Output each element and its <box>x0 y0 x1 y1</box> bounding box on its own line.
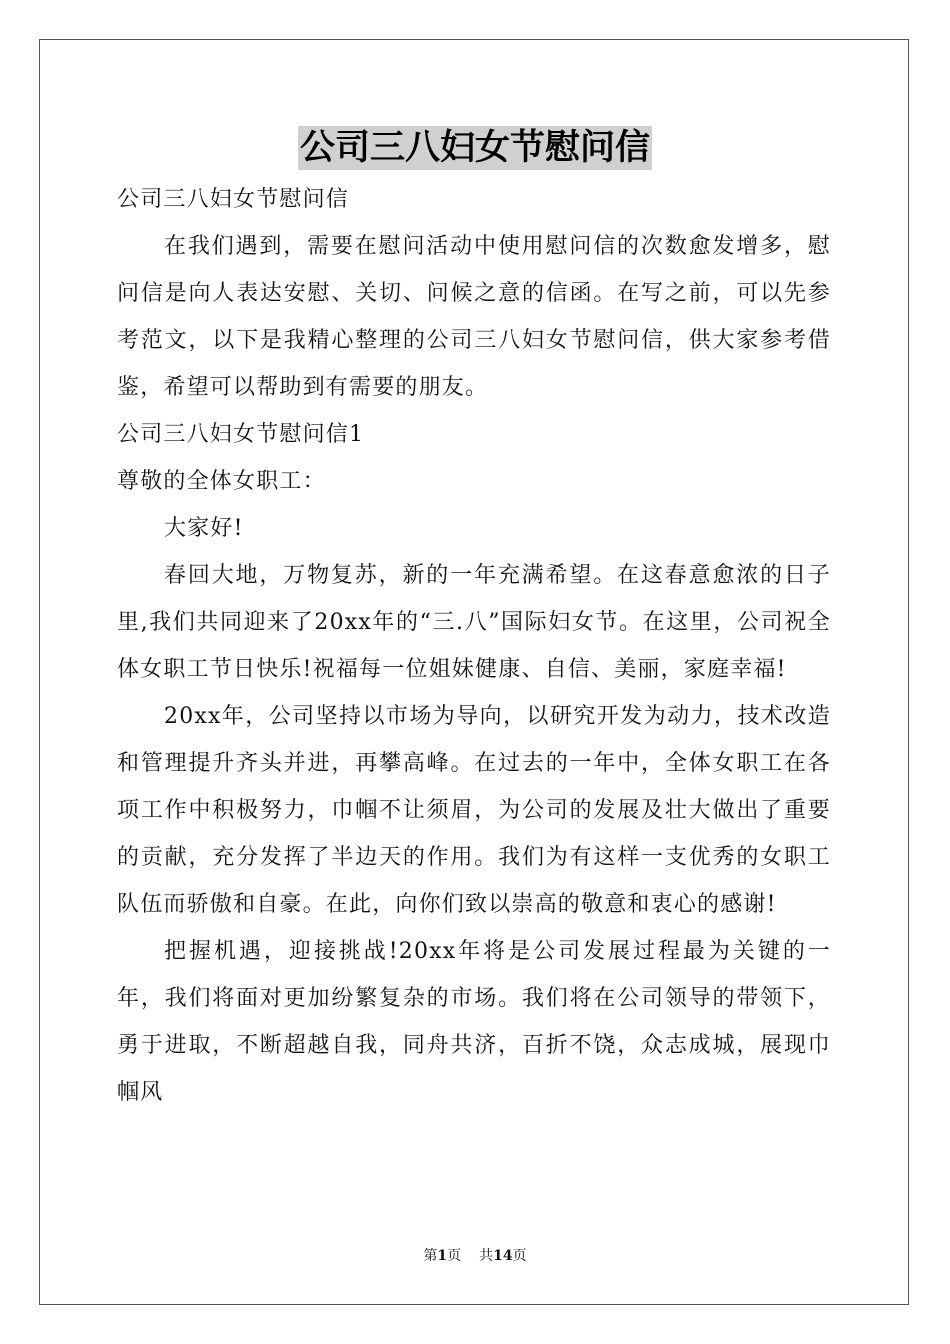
paragraph-body-2: 20xx年，公司坚持以市场为导向，以研究开发为动力，技术改造和管理提升齐头并进，再攀高峰。在过去的一年中，全体女职工在各项工作中积极努力，巾帼不让须眉，为公司的发展及壮大做出了重要的贡献，充分发挥了半边天的作用。我们为有这样一支优秀的女职工队伍而骄傲和自豪。在此，向你们致以崇高的敬意和衷心的感谢! <box>117 704 831 917</box>
footer-total-pages: 14 <box>493 1248 513 1264</box>
title-container <box>0 126 950 170</box>
paragraph-letter-heading: 公司三八妇女节慰问信1 <box>117 422 365 447</box>
page-footer <box>0 1246 950 1266</box>
paragraph-greeting: 大家好! <box>164 516 244 541</box>
footer-page-number: 1 <box>437 1248 448 1264</box>
paragraph-body-3: 把握机遇，迎接挑战!20xx年将是公司发展过程最为关键的一年，我们将面对更加纷繁复杂的市场。我们将在公司领导的带领下，勇于进取，不断超越自我，同舟共济，百折不饶，众志成城，展现巾帼风 <box>117 939 831 1105</box>
paragraph-subtitle: 公司三八妇女节慰问信 <box>117 187 350 212</box>
paragraph-body-1: 春回大地，万物复苏，新的一年充满希望。在这春意愈浓的日子里,我们共同迎来了20xx年的“三.八”国际妇女节。在这里，公司祝全体女职工节日快乐!祝福每一位姐妹健康、自信、美丽，家庭幸福! <box>117 563 831 682</box>
paragraph-salutation: 尊敬的全体女职工： <box>117 469 326 494</box>
footer-total-prefix: 共 <box>479 1248 494 1264</box>
footer-total-suffix: 页 <box>512 1248 527 1264</box>
document-body <box>117 176 831 1116</box>
footer-page-suffix: 页 <box>447 1248 462 1264</box>
document-title: 公司三八妇女节慰问信 <box>299 128 650 168</box>
footer-page-prefix: 第 <box>423 1248 438 1264</box>
paragraph-intro: 在我们遇到，需要在慰问活动中使用慰问信的次数愈发增多，慰问信是向人表达安慰、关切、问候之意的信函。在写之前，可以先参考范文，以下是我精心整理的公司三八妇女节慰问信，供大家参考借鉴，希望可以帮助到有需要的朋友。 <box>117 234 831 400</box>
